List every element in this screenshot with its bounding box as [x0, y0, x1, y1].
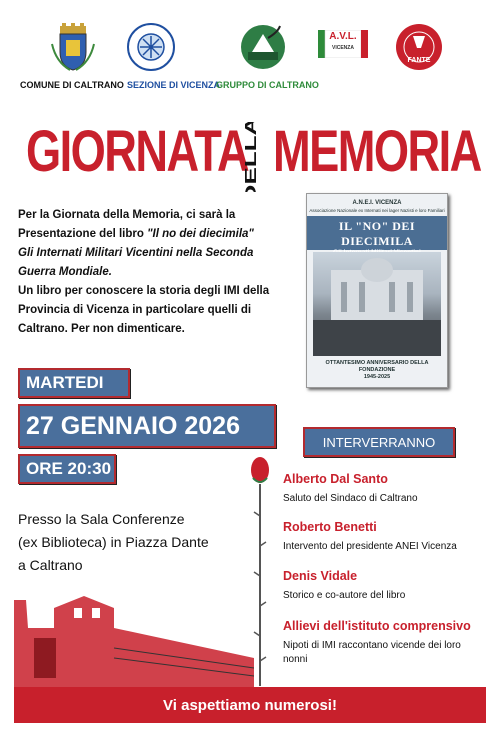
- venue: [18, 508, 209, 577]
- footer-banner: Vi aspettiamo numerosi!: [14, 687, 486, 723]
- speaker-item: [283, 569, 405, 603]
- fante-badge-text: FANTE: [407, 57, 431, 64]
- speaker-item: [283, 472, 418, 506]
- coat-of-arms-icon: [48, 22, 98, 72]
- camp-illustration: [14, 588, 254, 693]
- book-title-band: [307, 216, 447, 250]
- venue-line: a Caltrano: [18, 557, 83, 573]
- interverranno-header: INTERVERRANNO: [303, 427, 455, 457]
- intro-line: Gli Internati Militari Vicentini nella Seconda: [18, 247, 254, 259]
- intro-line: Guerra Mondiale.: [18, 266, 112, 278]
- intro-line: Caltrano. Per non dimenticare.: [18, 323, 185, 335]
- event-date: 27 GENNAIO 2026: [18, 404, 276, 448]
- speaker-name: Denis Vidale: [283, 569, 358, 583]
- alpini-emblem-icon: [238, 22, 288, 72]
- avl-flag-text: A.V.L.: [329, 31, 357, 42]
- event-day: MARTEDI: [18, 368, 130, 398]
- speaker-item: [283, 619, 483, 667]
- speaker-role: Nipoti di IMI raccontano vicende dei loro nonni: [283, 640, 461, 665]
- title-della-text: DELLA: [240, 122, 260, 192]
- intro-line: Un libro per conoscere la storia degli IMI della: [18, 285, 270, 297]
- venue-line: (ex Biblioteca) in Piazza Dante: [18, 534, 209, 550]
- avl-flag-icon: [318, 30, 368, 60]
- speaker-role: Intervento del presidente ANEI Vicenza: [283, 541, 457, 552]
- intro-line: Provincia di Vicenza in particolare quelli di: [18, 304, 252, 316]
- book-footer: OTTANTESIMO ANNIVERSARIO DELLA FONDAZIONE 1945-2025: [325, 360, 429, 380]
- book-publisher: A.N.E.I. VICENZA Associazione Nazionale ex Internati nei lager Nazisti e loro Familiari: [309, 200, 445, 213]
- logo-label-sezione: SEZIONE DI VICENZA: [127, 80, 221, 90]
- title-word-della: [231, 122, 268, 195]
- logo-label-comune: COMUNE DI CALTRANO: [20, 80, 124, 90]
- speaker-name: Allievi dell'istituto comprensivo: [283, 619, 471, 633]
- speaker-role: Storico e co-autore del libro: [283, 590, 406, 601]
- book-photo: [313, 252, 441, 356]
- title-word-giornata: GIORNATA: [26, 119, 249, 184]
- speaker-item: [283, 520, 457, 554]
- intro-text: [18, 206, 288, 339]
- intro-line: Per la Giornata della Memoria, ci sarà la: [18, 209, 236, 221]
- avl-flag-subtext: VICENZA: [332, 45, 354, 51]
- title-word-memoria: MEMORIA: [273, 119, 481, 184]
- intro-line: Presentazione del libro "Il no dei diecimila": [18, 228, 254, 240]
- speaker-role: Saluto del Sindaco di Caltrano: [283, 493, 418, 504]
- logo-label-gruppo: GRUPPO DI CALTRANO: [216, 80, 319, 90]
- fante-emblem-icon: [394, 22, 444, 72]
- anei-emblem-icon: [126, 22, 176, 72]
- speaker-name: Alberto Dal Santo: [283, 472, 388, 486]
- venue-line: Presso la Sala Conferenze: [18, 511, 185, 527]
- book-cover: [306, 193, 448, 388]
- event-time: ORE 20:30: [18, 454, 116, 484]
- book-title: IL "NO" DEI DIECIMILA: [338, 219, 416, 248]
- speaker-name: Roberto Benetti: [283, 520, 377, 534]
